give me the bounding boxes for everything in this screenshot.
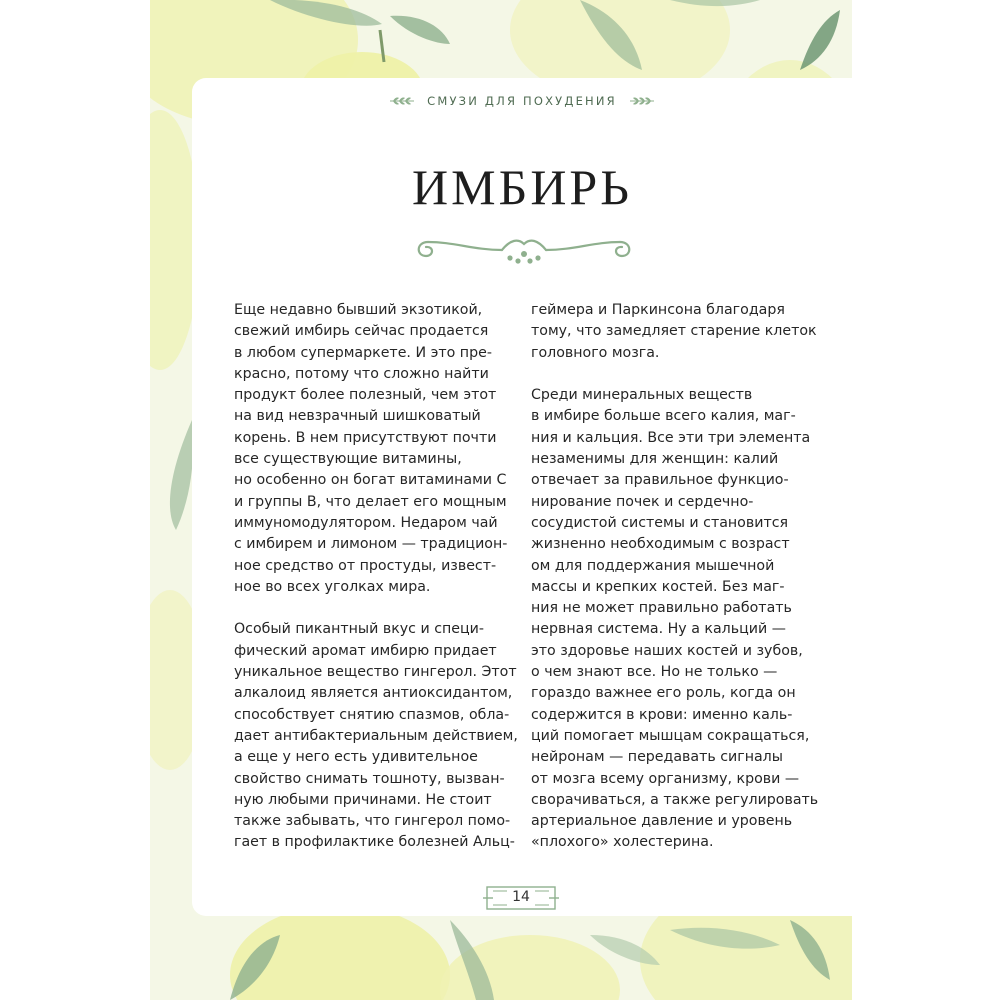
text-line: ную любыми причинами. Не стоит: [234, 791, 492, 808]
text-line: нервная система. Ну а кальций —: [531, 621, 786, 638]
text-line: артериальное давление и уровень: [531, 813, 793, 830]
text-line: иммуномодулятором. Недаром чай: [234, 514, 498, 531]
text-line: свежий имбирь сейчас продается: [234, 323, 489, 340]
text-line: ций помогает мышцам сокращаться,: [531, 727, 810, 744]
leaf-ornament-icon: [389, 96, 415, 106]
text-line: также забывать, что гингерол помо-: [234, 813, 511, 830]
text-line: от мозга всему организму, крови —: [531, 770, 800, 787]
text-line: содержится в крови: именно каль-: [531, 706, 793, 723]
text-column-left: [234, 300, 518, 854]
text-line: свойство снимать тошноту, вызван-: [234, 770, 505, 787]
text-line: о чем знают все. Но не только —: [531, 664, 778, 681]
text-line: незаменимы для женщин: калий: [531, 451, 779, 468]
content-card: [192, 78, 852, 916]
text-line: жизненно необходимым с возраст: [531, 536, 790, 553]
text-line: ния не может правильно работать: [531, 600, 792, 617]
text-line: это здоровье наших костей и зубов,: [531, 642, 803, 659]
text-line: нирование почек и сердечно-: [531, 493, 754, 510]
text-line: в имбире больше всего калия, маг-: [531, 408, 796, 425]
text-line: сосудистой системы и становится: [531, 514, 789, 531]
text-line: фический аромат имбирю придает: [234, 642, 497, 659]
text-line: корень. В нем присутствуют почти: [234, 429, 497, 446]
text-line: в любом супермаркете. И это пре-: [234, 344, 492, 361]
header-title: СМУЗИ ДЛЯ ПОХУДЕНИЯ: [427, 94, 617, 108]
text-line: все существующие витамины,: [234, 451, 462, 468]
page-spread: [150, 0, 852, 1000]
text-line: но особенно он богат витаминами С: [234, 472, 507, 489]
text-line: сворачиваться, а также регулировать: [531, 791, 819, 808]
text-line: способствует снятию спазмов, обла-: [234, 706, 510, 723]
text-line: головного мозга.: [531, 344, 660, 361]
page-title: ИМБИРЬ: [412, 159, 632, 215]
text-line: красно, потому что сложно найти: [234, 365, 489, 382]
paragraph-gap: [531, 364, 801, 385]
text-line: гораздо важнее его роль, когда он: [531, 685, 796, 702]
leaf-ornament-icon: [629, 96, 655, 106]
text-line: гает в профилактике болезней Альц-: [234, 834, 515, 851]
running-header: [192, 92, 852, 110]
text-line: продукт более полезный, чем этот: [234, 387, 497, 404]
text-line: дает антибактериальным действием,: [234, 727, 518, 744]
flourish-divider-icon: [414, 230, 634, 266]
text-line: Среди минеральных веществ: [531, 387, 753, 404]
text-line: на вид невзрачный шишковатый: [234, 408, 481, 425]
text-line: ное средство от простуды, извест-: [234, 557, 497, 574]
text-line: ния и кальция. Все эти три элемента: [531, 429, 811, 446]
text-line: отвечает за правильное функцио-: [531, 472, 789, 489]
text-line: Еще недавно бывший экзотикой,: [234, 302, 483, 318]
text-line: ом для поддержания мышечной: [531, 557, 775, 574]
paragraph-gap: [234, 598, 504, 619]
text-line: геймера и Паркинсона благодаря: [531, 302, 785, 318]
text-line: а еще у него есть удивительное: [234, 749, 478, 766]
text-line: и группы В, что делает его мощным: [234, 493, 507, 510]
text-line: с имбирем и лимоном — традицион-: [234, 536, 508, 553]
text-line: массы и крепких костей. Без маг-: [531, 578, 785, 595]
text-line: ное во всех уголках мира.: [234, 578, 431, 595]
text-line: тому, что замедляет старение клеток: [531, 323, 817, 340]
text-line: алкалоид является антиоксидантом,: [234, 685, 513, 702]
text-line: Особый пикантный вкус и специ-: [234, 621, 485, 638]
text-column-right: [531, 300, 819, 854]
text-line: уникальное вещество гингерол. Этот: [234, 664, 517, 681]
page-number: 14: [512, 889, 530, 905]
text-line: нейронам — передавать сигналы: [531, 749, 783, 766]
page-number-frame: [483, 884, 559, 912]
text-line: «плохого» холестерина.: [531, 834, 714, 851]
